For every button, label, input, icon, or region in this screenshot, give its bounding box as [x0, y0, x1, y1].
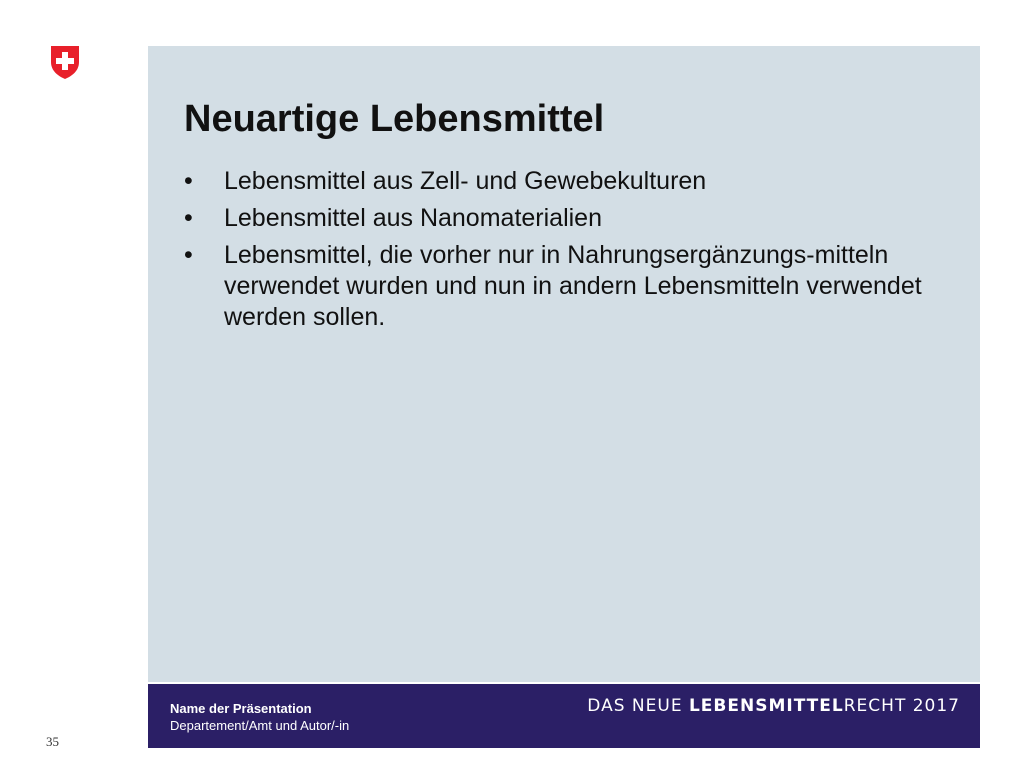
swiss-cross-shield-icon — [50, 45, 80, 80]
brand-strong: LEBENSMITTEL — [688, 696, 844, 716]
bullet-item — [184, 240, 924, 333]
page-number: 35 — [46, 734, 59, 749]
bullet-symbol: • — [184, 167, 193, 195]
bullet-item — [184, 166, 924, 197]
brand-prefix: DAS NEUE — [587, 696, 689, 716]
footer-band — [148, 684, 980, 748]
bullet-text: Lebensmittel, die vorher nur in Nahrungsergänzungs-mitteln verwendet wurden und nun in andern Lebensmitteln verwendet werden sollen. — [224, 241, 922, 331]
bullet-symbol: • — [184, 204, 193, 232]
bullet-item — [184, 203, 924, 234]
bullet-symbol: • — [184, 241, 193, 269]
content-panel — [148, 46, 980, 682]
footer-brand — [587, 696, 960, 716]
bullet-text: Lebensmittel aus Nanomaterialien — [224, 204, 602, 232]
footer-info — [170, 700, 349, 734]
department-author: Departement/Amt und Autor/-in — [170, 718, 350, 733]
presentation-name: Name der Präsentation — [170, 701, 312, 716]
bullet-list — [184, 166, 924, 339]
brand-suffix: RECHT 2017 — [843, 696, 960, 716]
bullet-text: Lebensmittel aus Zell- und Gewebekulturen — [224, 167, 707, 195]
slide-title: Neuartige Lebensmittel — [184, 98, 605, 140]
